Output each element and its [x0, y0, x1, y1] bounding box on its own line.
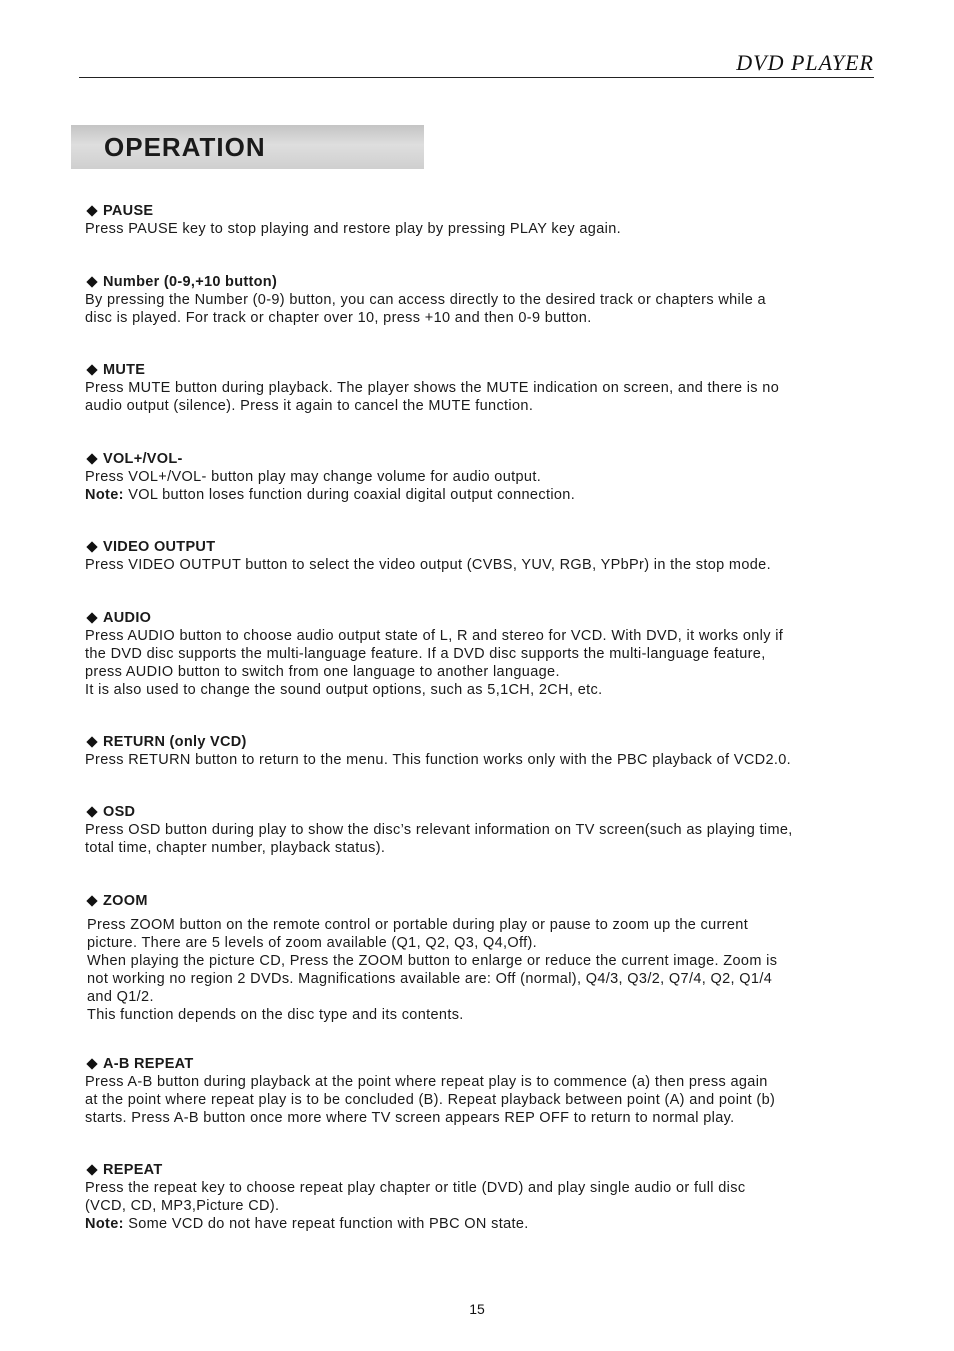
body-line: Press A-B button during playback at the point where repeat play is to commence (a) then press again: [85, 1074, 768, 1090]
section-number: [85, 273, 885, 327]
section-title: Number (0-9,+10 button): [85, 273, 885, 291]
section-title: AUDIO: [85, 609, 885, 627]
diamond-bullet-icon: [86, 541, 97, 552]
section-title: A-B REPEAT: [85, 1055, 885, 1073]
note-text: VOL button loses function during coaxial digital output connection.: [123, 487, 576, 503]
section-title: REPEAT: [85, 1161, 885, 1179]
diamond-bullet-icon: [86, 276, 97, 287]
section-return: [85, 733, 885, 769]
section-body: [85, 379, 885, 415]
body-line: Press VIDEO OUTPUT button to select the video output (CVBS, YUV, RGB, YPbPr) in the stop mode.: [85, 557, 771, 573]
body-line: and Q1/2.: [87, 989, 154, 1005]
body-line: Press the repeat key to choose repeat play chapter or title (DVD) and play single audio or full disc: [85, 1180, 746, 1196]
section-repeat: [85, 1161, 885, 1233]
body-line: total time, chapter number, playback status).: [85, 840, 386, 856]
page-number: 15: [469, 1301, 485, 1317]
section-body: [85, 220, 885, 238]
section-zoom: [85, 892, 885, 1024]
section-ab-repeat: [85, 1055, 885, 1127]
section-title: VIDEO OUTPUT: [85, 538, 885, 556]
section-video-output: [85, 538, 885, 574]
section-title: OSD: [85, 803, 885, 821]
body-line: disc is played. For track or chapter over 10, press +10 and then 0-9 button.: [85, 310, 592, 326]
body-line: Press RETURN button to return to the menu. This function works only with the PBC playback of VCD2.0.: [85, 752, 792, 768]
diamond-bullet-icon: [86, 895, 97, 906]
section-body: [85, 1179, 885, 1233]
body-line: the DVD disc supports the multi-language feature. If a DVD disc supports the multi-language feature,: [85, 646, 766, 662]
section-vol: [85, 450, 885, 504]
note-line: [85, 486, 885, 504]
diamond-bullet-icon: [86, 205, 97, 216]
section-body: [85, 291, 885, 327]
body-line: When playing the picture CD, Press the ZOOM button to enlarge or reduce the current image. Zoom is: [87, 953, 778, 969]
body-line: Press PAUSE key to stop playing and restore play by pressing PLAY key again.: [85, 221, 621, 237]
body-line: Press ZOOM button on the remote control or portable during play or pause to zoom up the current: [87, 917, 749, 933]
body-line: audio output (silence). Press it again to cancel the MUTE function.: [85, 398, 534, 414]
header-rule: [79, 77, 874, 78]
section-body: [85, 1073, 885, 1127]
diamond-bullet-icon: [86, 364, 97, 375]
note-label: Note:: [85, 1216, 124, 1232]
section-body: [85, 556, 885, 574]
body-line: not working no region 2 DVDs. Magnifications available are: Off (normal), Q4/3, Q3/2, Q7/4, Q2, Q1/4: [87, 971, 773, 987]
section-body: [85, 468, 885, 504]
note-text: Some VCD do not have repeat function with PBC ON state.: [123, 1216, 529, 1232]
section-mute: [85, 361, 885, 415]
body-line: (VCD, CD, MP3,Picture CD).: [85, 1198, 280, 1214]
body-line: It is also used to change the sound output options, such as 5,1CH, 2CH, etc.: [85, 682, 603, 698]
section-body: [85, 821, 885, 857]
note-line: [85, 1215, 885, 1233]
section-title: RETURN (only VCD): [85, 733, 885, 751]
body-line: at the point where repeat play is to be concluded (B). Repeat playback between point (A) and point (b): [85, 1092, 776, 1108]
section-title: PAUSE: [85, 202, 885, 220]
body-line: This function depends on the disc type and its contents.: [87, 1007, 464, 1023]
diamond-bullet-icon: [86, 736, 97, 747]
body-line: picture. There are 5 levels of zoom available (Q1, Q2, Q3, Q4,Off).: [87, 935, 538, 951]
body-line: Press AUDIO button to choose audio output state of L, R and stereo for VCD. With DVD, it works only if: [85, 628, 784, 644]
diamond-bullet-icon: [86, 612, 97, 623]
banner-title: OPERATION: [104, 132, 266, 162]
diamond-bullet-icon: [86, 806, 97, 817]
body-line: Press MUTE button during playback. The player shows the MUTE indication on screen, and there is no: [85, 380, 780, 396]
body-line: press AUDIO button to switch from one language to another language.: [85, 664, 560, 680]
header-title: DVD PLAYER: [736, 50, 874, 75]
section-body: [85, 627, 885, 699]
section-title: MUTE: [85, 361, 885, 379]
body-line: starts. Press A-B button once more where TV screen appears REP OFF to return to normal play.: [85, 1110, 735, 1126]
operation-banner: [71, 125, 424, 169]
section-pause: [85, 202, 885, 238]
section-body: [87, 916, 885, 1024]
body-line: Press VOL+/VOL- button play may change volume for audio output.: [85, 469, 542, 485]
section-osd: [85, 803, 885, 857]
diamond-bullet-icon: [86, 1058, 97, 1069]
diamond-bullet-icon: [86, 1164, 97, 1175]
body-line: By pressing the Number (0-9) button, you can access directly to the desired track or chapters while a: [85, 292, 766, 308]
body-line: Press OSD button during play to show the disc’s relevant information on TV screen(such as playing time,: [85, 822, 793, 838]
diamond-bullet-icon: [86, 453, 97, 464]
section-audio: [85, 609, 885, 699]
note-label: Note:: [85, 487, 124, 503]
section-body: [85, 751, 885, 769]
section-title: ZOOM: [85, 892, 885, 910]
section-title: VOL+/VOL-: [85, 450, 885, 468]
